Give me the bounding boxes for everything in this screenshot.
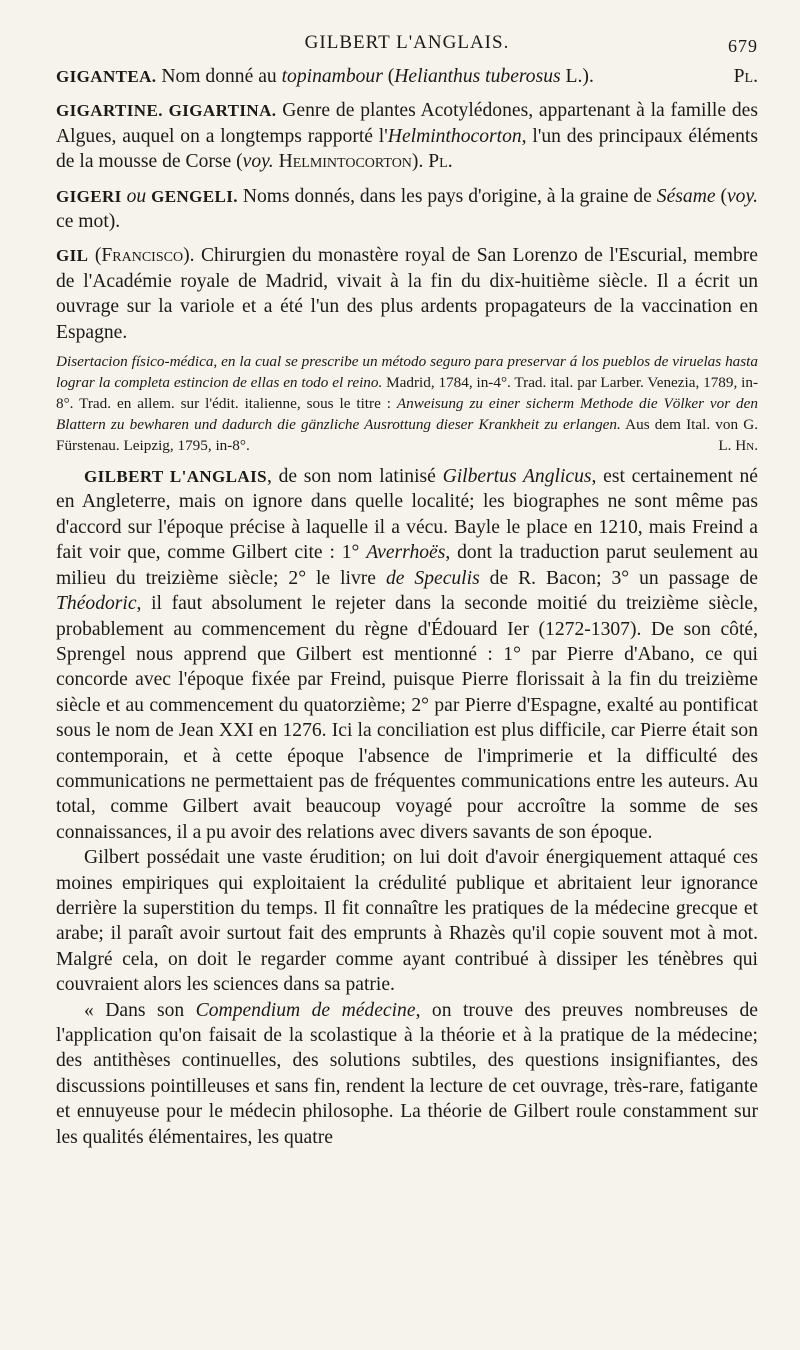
bibliography-gil [56,351,758,456]
headword: GIGARTINE. [56,101,163,121]
entry-gilbert [56,464,758,1150]
entry-italic: voy. [242,151,274,173]
paragraph [56,998,758,1150]
bib-title: Anweisung zu einer sicherm Methode die Völker vor den Blattern zu bewharen und dadurch die gänzliche Ausrottung dieser Krankheit zu erlangen. [56,395,758,434]
entry-text: Noms donnés, dans les pays d'origine, à la graine de [237,185,657,207]
entry-text: ( [88,245,102,267]
entry-text: ( [715,185,727,207]
headword: GIGANTEA. [56,67,157,86]
entry-gigantea [56,64,758,89]
entry-text: , de son nom latinisé [266,466,443,488]
entry-italic: voy. [726,185,758,207]
entry-italic: Averrhoës [366,542,446,564]
entry-text: , est certainement né en Angleterre, mais on ignore dans quelle localité; les biographes ne sont même pas d'accord sur l'époque précise à laquelle il a vécu. Bayle le place en 1210, mais Freind a fait voir que, comme Gilbert cite : 1° [56,466,759,564]
entry-text: , l'un des principaux éléments de la mousse de Corse ( [56,125,758,173]
entry-author: Pl. [733,66,758,87]
entry-text: ( [382,66,395,87]
entry-italic: Gilbertus Anglicus [442,466,592,488]
entry-text: « Dans son [84,999,196,1021]
entry-italic: Helianthus tuberosus [394,66,561,87]
cross-reference: Helmintocorton [278,151,412,173]
bib-title: Disertacion físico-médica, en la cual se prescribe un método seguro para preservar á los pueblos de viruelas hasta lograr la completa estincion de ellas en todo el reino. [56,353,758,392]
entry-italic: topinambour [281,66,383,87]
headword: GIL [56,246,89,266]
entry-text: Nom donné au [161,66,282,87]
entry-gigeri [56,184,758,235]
headword-latin: GIGARTINA. [168,101,277,121]
entry-text: de R. Bacon; 3° un passage de [479,567,758,589]
running-title: GILBERT L'ANGLAIS. [304,32,510,53]
headword: GILBERT L'ANGLAIS [84,467,267,487]
paragraph: Gilbert possédait une vaste érudition; on lui doit d'avoir énergiquement attaqué ces moines empiriques qui exploitaient la crédulité publique et abritaient leur ignorance derrière la superstition du temps. Il fit connaître les pratiques de la médecine grecque et arabe; il paraît avoir surtout fait des emprunts à Rhazès qu'il copie souvent mot à mot. Malgré cela, on doit le regarder comme ayant contribué à dissiper les ténèbres qui couvraient alors les sciences dans sa patrie. [56,847,758,996]
entry-text: ). [411,151,424,173]
entry-text: L.). [560,66,594,87]
entry-italic: Sésame [656,185,716,207]
entry-text: , on trouve des preuves nombreuses de l'application qu'on faisait de la scolastique à la théorie et à la pratique de la médecine; des antithèses continuelles, des solutions subtiles, des questions insignifiantes, des discussions pointilleuses et sans fin, rendent la lecture de cet ouvrage, très-rare, fatigante et ennuyeuse pour le médecin philosophe. La théorie de Gilbert roule constamment sur les qualités élémentaires, les quatre [56,999,759,1148]
bib-author: L. Hn. [718,437,758,455]
entry-text: , dont la traduction parut seulement au milieu du treizième siècle; 2° le livre [56,542,759,589]
entry-conjunction: ou [121,185,152,207]
entry-author: Pl. [428,151,453,173]
bib-text: Madrid, 1784, in-4°. Trad. ital. par Larber. Venezia, 1789, in-8°. Trad. en allem. sur l'édit. italienne, sous le titre : [56,374,758,413]
entry-forename: Francisco [101,245,184,267]
entry-italic: Théodoric [56,593,137,615]
paragraph [56,464,758,845]
entry-text: ). Chirurgien du monastère royal de San Lorenzo de l'Escurial, membre de l'Académie royale de Madrid, vivait à la fin du dix-huitième siècle. Il a écrit un ouvrage sur la variole et a été l'un des plus ardents propagateurs de la vaccination en Espagne. [56,245,758,343]
headword: GIGERI [56,186,122,206]
entry-gil [56,243,758,345]
headword-alt: GENGELI. [151,186,238,206]
entry-text: Genre de plantes Acotylédones, appartenant à la famille des Algues, auquel on a longtemps rapporté l' [56,100,758,147]
entry-gigartine [56,98,758,174]
entry-italic: Compendium de médecine [195,999,416,1021]
page-number: 679 [728,36,758,56]
page-header [56,30,758,64]
entry-italic: de Speculis [385,567,480,589]
entry-italic: Helminthocorton [387,125,522,147]
entry-text: , il faut absolument le rejeter dans la seconde moitié du treizième siècle, probablement au commencement du règne d'Édouard Ier (1272-1307). De son côté, Sprengel nous apprend que Gilbert est mentionné : 1° par Pierre d'Abano, ce qui concorde avec l'époque fixée par Freind, puisque Pierre florissait à la fin du treizième siècle et au commencement du quatorzième; 2° par Pierre d'Espagne, exalté au pontificat sous le nom de Jean XXI en 1276. Ici la conciliation est plus difficile, car Pierre était son contemporain, et à cette époque l'absence de l'imprimerie et la difficulté des communications ne permettaient pas de fréquentes communications entre les auteurs. Au total, comme Gilbert avait beaucoup voyagé pour accroître la somme de ses connaissances, il a pu avoir des relations avec divers savants de son époque. [56,593,758,843]
entry-text: ce mot). [56,211,121,233]
bib-text: Aus dem Ital. von G. Fürstenau. Leipzig, 1795, in-8°. [56,416,758,455]
